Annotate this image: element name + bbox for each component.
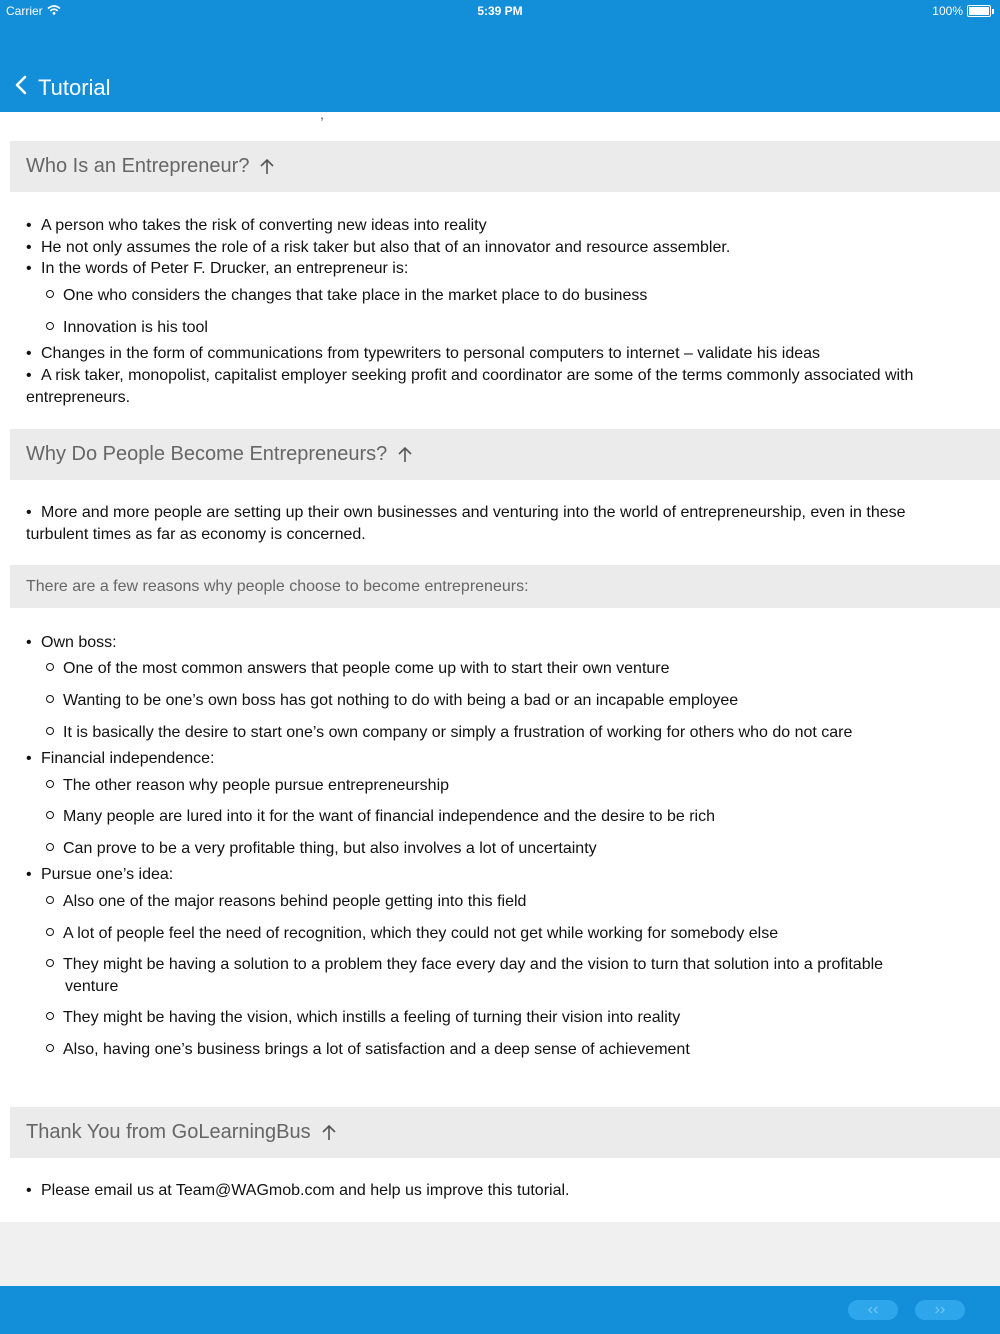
list-item: • Pursue one’s idea: [26,864,173,885]
arrow-up-icon[interactable] [321,1124,337,1142]
list-item-continuation: turbulent times as far as economy is concerned. [26,526,366,543]
list-item: • A risk taker, monopolist, capitalist employer seeking profit and coordinator are some of the terms commonly associated with [26,365,913,386]
sub-list-item: Many people are lured into it for the want of financial independence and the desire to be rich [46,806,715,827]
status-bar [0,0,1000,22]
sub-list-item: They might be having the vision, which instills a feeling of turning their vision into reality [46,1007,680,1028]
status-time: 5:39 PM [477,4,523,18]
back-button[interactable] [12,74,111,101]
list-item: • A person who takes the risk of converting new ideas into reality [26,215,487,236]
clipped-text-fragment: , [320,112,324,122]
arrow-up-icon[interactable] [259,158,275,176]
list-item: • Own boss: [26,632,117,653]
sub-list-item: Also one of the major reasons behind people getting into this field [46,891,526,912]
sub-list-item: The other reason why people pursue entrepreneurship [46,775,449,796]
sub-list-item: Can prove to be a very profitable thing, but also involves a lot of uncertainty [46,838,597,859]
list-item: • Please email us at Team@WAGmob.com and help us improve this tutorial. [26,1180,569,1201]
list-item: • In the words of Peter F. Drucker, an entrepreneur is: [26,258,408,279]
sub-list-item: Wanting to be one’s own boss has got nothing to do with being a bad or an incapable employee [46,690,738,711]
section-title: Thank You from GoLearningBus [26,1121,311,1143]
sub-list-item: One of the most common answers that people come up with to start their own venture [46,658,670,679]
double-chevron-left-icon: ‹‹ [867,1301,879,1318]
sub-list-item: A lot of people feel the need of recognition, which they could not get while working for somebody else [46,923,778,944]
double-chevron-right-icon: ›› [934,1301,946,1318]
list-item: • More and more people are setting up their own businesses and venturing into the world of entrepreneurship, even in these [26,502,906,523]
sub-list-item: They might be having a solution to a problem they face every day and the vision to turn that solution into a profitable [46,954,883,975]
battery-tip [992,9,994,14]
list-item: • Changes in the form of communications from typewriters to personal computers to internet – validate his ideas [26,343,820,364]
sub-list-item: Also, having one’s business brings a lot of satisfaction and a deep sense of achievement [46,1039,690,1060]
list-item: • Financial independence: [26,748,214,769]
battery-percent: 100% [932,4,963,18]
list-item: • He not only assumes the role of a risk taker but also that of an innovator and resource assembler. [26,237,730,258]
status-right [932,4,994,18]
chevron-left-icon [12,74,32,101]
tutorial-content[interactable] [0,112,1000,1222]
arrow-up-icon[interactable] [397,446,413,464]
nav-bar [0,22,1000,112]
section-title: Who Is an Entrepreneur? [26,155,250,177]
back-button-label: Tutorial [38,74,111,100]
reasons-subheading: There are a few reasons why people choose to become entrepreneurs: [10,565,1000,608]
next-page-button[interactable] [915,1300,965,1320]
sub-list-item: It is basically the desire to start one’s own company or simply a frustration of working for others who do not care [46,722,852,743]
content-bottom-spacer [0,1222,1000,1286]
section-header-who-is-entrepreneur [10,141,1000,192]
list-item-continuation: entrepreneurs. [26,389,131,406]
sub-list-item: Innovation is his tool [46,317,208,338]
previous-page-button[interactable] [848,1300,898,1320]
sub-list-item-continuation: venture [65,978,119,995]
section-header-thank-you [10,1107,1000,1158]
carrier-label: Carrier [6,4,43,18]
section-header-why-become-entrepreneurs [10,429,1000,480]
section-title: Why Do People Become Entrepreneurs? [26,443,388,465]
battery-icon [967,5,991,17]
sub-list-item: One who considers the changes that take place in the market place to do business [46,285,647,306]
bottom-toolbar [0,1286,1000,1334]
